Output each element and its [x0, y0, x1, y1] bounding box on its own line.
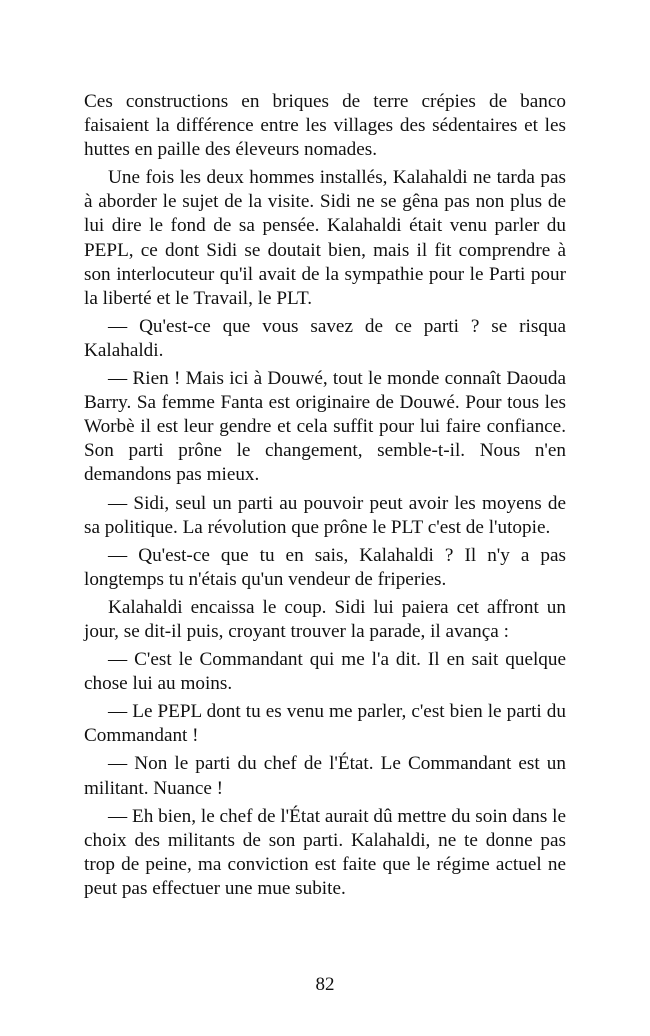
- page-body: [84, 90, 566, 905]
- paragraph-3: — Qu'est-ce que vous savez de ce parti ? se risqua Kalahaldi.: [84, 315, 566, 361]
- page-number: 82: [315, 974, 335, 995]
- paragraph-1: Ces constructions en briques de terre crépies de banco faisaient la différence entre les villages des sédentaires et les huttes en paille des éleveurs nomades.: [84, 91, 566, 161]
- paragraph-4: — Rien ! Mais ici à Douwé, tout le monde connaît Daouda Barry. Sa femme Fanta est originaire de Douwé. Pour tous les Worbè il est leur gendre et cela suffit pour lui faire confiance. Son parti prône le changement, semble-t-il. Nous n'en demandons pas mieux.: [84, 368, 566, 486]
- paragraph-9: — Le PEPL dont tu es venu me parler, c'est bien le parti du Commandant !: [84, 701, 566, 747]
- paragraph-6: — Qu'est-ce que tu en sais, Kalahaldi ? Il n'y a pas longtemps tu n'étais qu'un vendeur de friperies.: [84, 544, 566, 590]
- paragraph-5: — Sidi, seul un parti au pouvoir peut avoir les moyens de sa politique. La révolution que prône le PLT c'est de l'utopie.: [84, 492, 566, 538]
- paragraph-11: — Eh bien, le chef de l'État aurait dû mettre du soin dans le choix des militants de son parti. Kalahaldi, ne te donne pas trop de peine, ma conviction est faite que le régime actuel ne peut pas effectuer une mue subite.: [84, 805, 566, 899]
- paragraph-8: — C'est le Commandant qui me l'a dit. Il en sait quelque chose lui au moins.: [84, 649, 566, 695]
- paragraph-10: — Non le parti du chef de l'État. Le Commandant est un militant. Nuance !: [84, 753, 566, 799]
- paragraph-2: Une fois les deux hommes installés, Kalahaldi ne tarda pas à aborder le sujet de la visite. Sidi ne se gêna pas non plus de lui dire le fond de sa pensée. Kalahaldi était venu parler du PEPL, ce dont Sidi se doutait bien, mais il fit comprendre à son interlocuteur qu'il avait de la sympathie pour le Parti pour la liberté et le Travail, le PLT.: [84, 167, 566, 309]
- paragraph-7: Kalahaldi encaissa le coup. Sidi lui paiera cet affront un jour, se dit-il puis, croyant trouver la parade, il avança :: [84, 596, 566, 642]
